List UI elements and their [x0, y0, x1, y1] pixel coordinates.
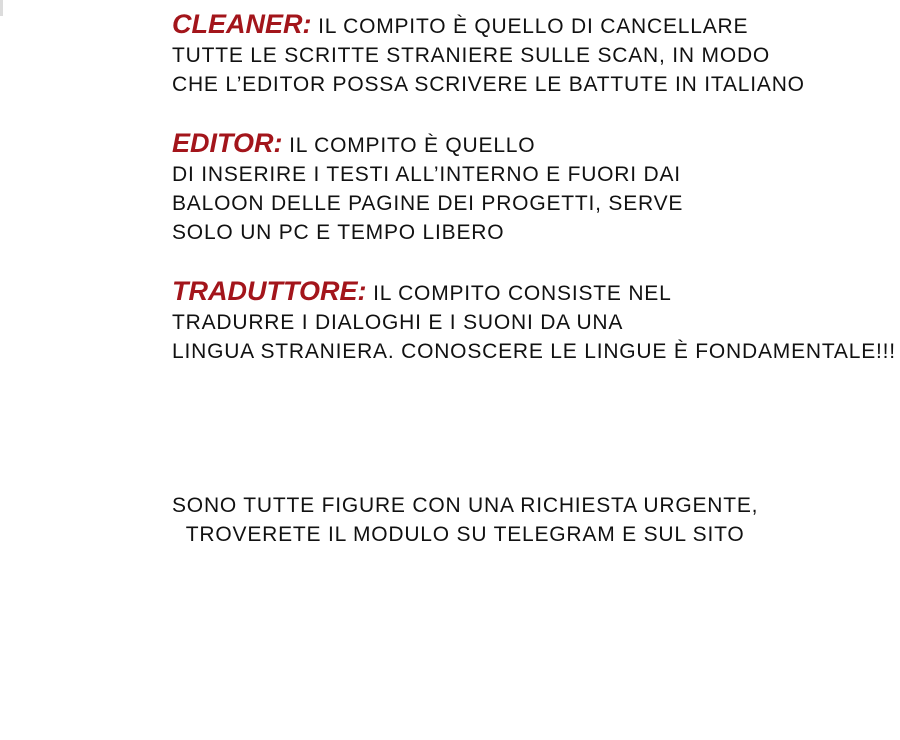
section-traduttore: [172, 277, 896, 366]
corner-mark: [0, 0, 3, 16]
section-line: [172, 277, 896, 308]
section-line: LINGUA STRANIERA. CONOSCERE LE LINGUE È FONDAMENTALE!!!: [172, 340, 896, 363]
section-text: IL COMPITO CONSISTE NEL: [373, 282, 672, 305]
role-heading-cleaner: CLEANER:: [172, 9, 312, 39]
role-heading-traduttore: TRADUTTORE:: [172, 276, 367, 306]
notice-line: SONO TUTTE FIGURE CON UNA RICHIESTA URGENTE,: [172, 494, 759, 517]
section-line: BALOON DELLE PAGINE DEI PROGETTI, SERVE: [172, 192, 684, 215]
section-line: [172, 129, 683, 160]
section-editor: [172, 129, 683, 247]
section-line: CHE L’EDITOR POSSA SCRIVERE LE BATTUTE IN ITALIANO: [172, 73, 805, 96]
role-heading-editor: EDITOR:: [172, 128, 283, 158]
section-text: IL COMPITO È QUELLO DI CANCELLARE: [318, 15, 749, 38]
section-line: [172, 10, 805, 41]
urgent-notice: [172, 491, 758, 549]
section-line: TRADURRE I DIALOGHI E I SUONI DA UNA: [172, 311, 624, 334]
notice-line: TROVERETE IL MODULO SU TELEGRAM E SUL SITO: [185, 523, 745, 546]
section-cleaner: [172, 10, 805, 99]
section-line: TUTTE LE SCRITTE STRANIERE SULLE SCAN, IN MODO: [172, 44, 771, 67]
section-line: DI INSERIRE I TESTI ALL’INTERNO E FUORI DAI: [172, 163, 681, 186]
section-line: SOLO UN PC E TEMPO LIBERO: [172, 221, 505, 244]
section-text: IL COMPITO È QUELLO: [289, 134, 536, 157]
